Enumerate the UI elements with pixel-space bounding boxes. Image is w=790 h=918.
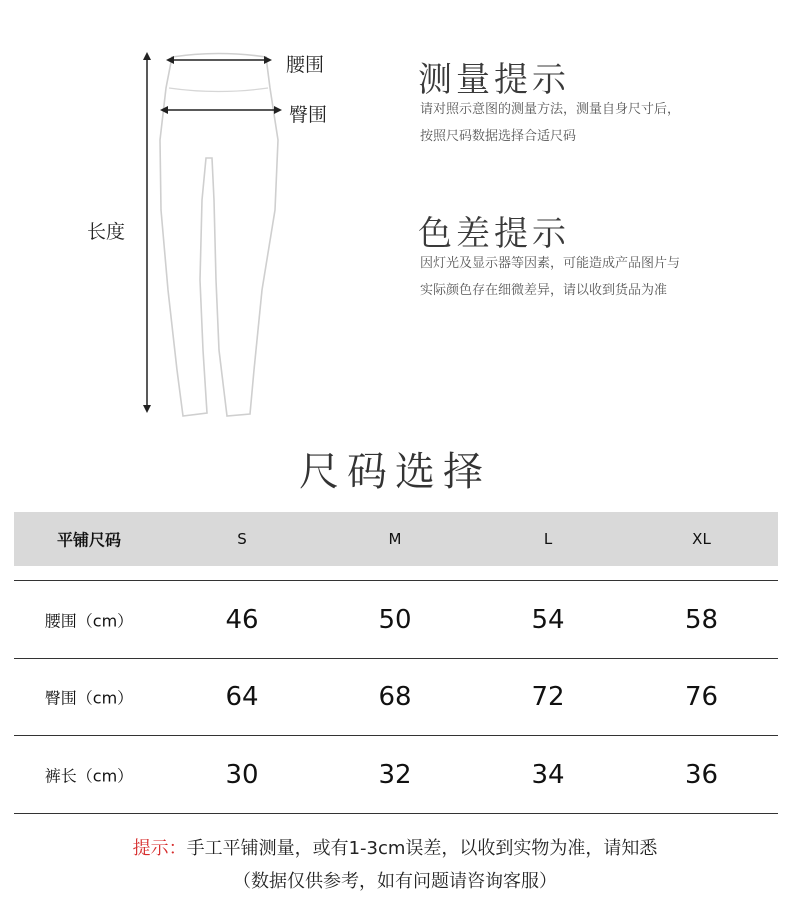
length-label: 长度 <box>87 221 126 243</box>
color-tip-line-2: 实际颜色存在细微差异，请以收到货品为准 <box>420 283 668 298</box>
table-row-waist <box>14 580 778 659</box>
leggings-silhouette <box>160 54 278 417</box>
row-label-waist: 腰围（cm） <box>44 611 134 630</box>
leggings-diagram <box>0 0 400 430</box>
measure-tip-title: 测量提示 <box>418 60 570 100</box>
footer-note-line-1 <box>0 834 790 860</box>
table-row-length <box>14 736 778 814</box>
footer-note-line-2: （数据仅供参考，如有问题请咨询客服） <box>233 871 557 892</box>
table-cell: 50 <box>378 604 412 635</box>
table-cell: 54 <box>531 604 565 635</box>
table-cell: 58 <box>684 604 719 635</box>
row-label-hip: 臀围（cm） <box>44 688 134 708</box>
header-cell-m: M <box>388 530 402 548</box>
color-tip-title: 色差提示 <box>418 214 570 254</box>
header-cell-label: 平铺尺码 <box>56 530 121 550</box>
table-cell: 32 <box>378 759 412 790</box>
table-row-hip <box>14 659 778 736</box>
header-cell-s: S <box>237 530 247 548</box>
header-cell-xl: XL <box>692 530 711 548</box>
table-cell: 46 <box>225 604 259 635</box>
hip-label: 臀围 <box>289 104 328 126</box>
table-header-row <box>14 512 778 566</box>
measure-tip-line-2: 按照尺码数据选择合适尺码 <box>420 129 577 144</box>
table-cell: 64 <box>225 682 259 712</box>
footer-note-prefix: 提示： <box>132 838 187 859</box>
table-cell: 76 <box>684 682 719 712</box>
table-cell: 68 <box>378 682 412 712</box>
table-cell: 36 <box>684 759 719 790</box>
waist-label: 腰围 <box>286 54 325 76</box>
table-cell: 34 <box>531 759 565 790</box>
header-cell-l: L <box>543 530 553 548</box>
measure-tip-line-1: 请对照示意图的测量方法，测量自身尺寸后， <box>420 102 681 117</box>
table-cell: 72 <box>531 682 565 712</box>
table-cell: 30 <box>225 759 259 790</box>
footer-note-text: 手工平铺测量，或有1-3cm误差，以收到实物为准，请知悉 <box>186 838 658 859</box>
size-table <box>14 512 778 814</box>
size-section-title: 尺码选择 <box>299 449 491 495</box>
row-label-length: 裤长（cm） <box>44 766 134 785</box>
color-tip-line-1: 因灯光及显示器等因素，可能造成产品图片与 <box>420 256 681 271</box>
